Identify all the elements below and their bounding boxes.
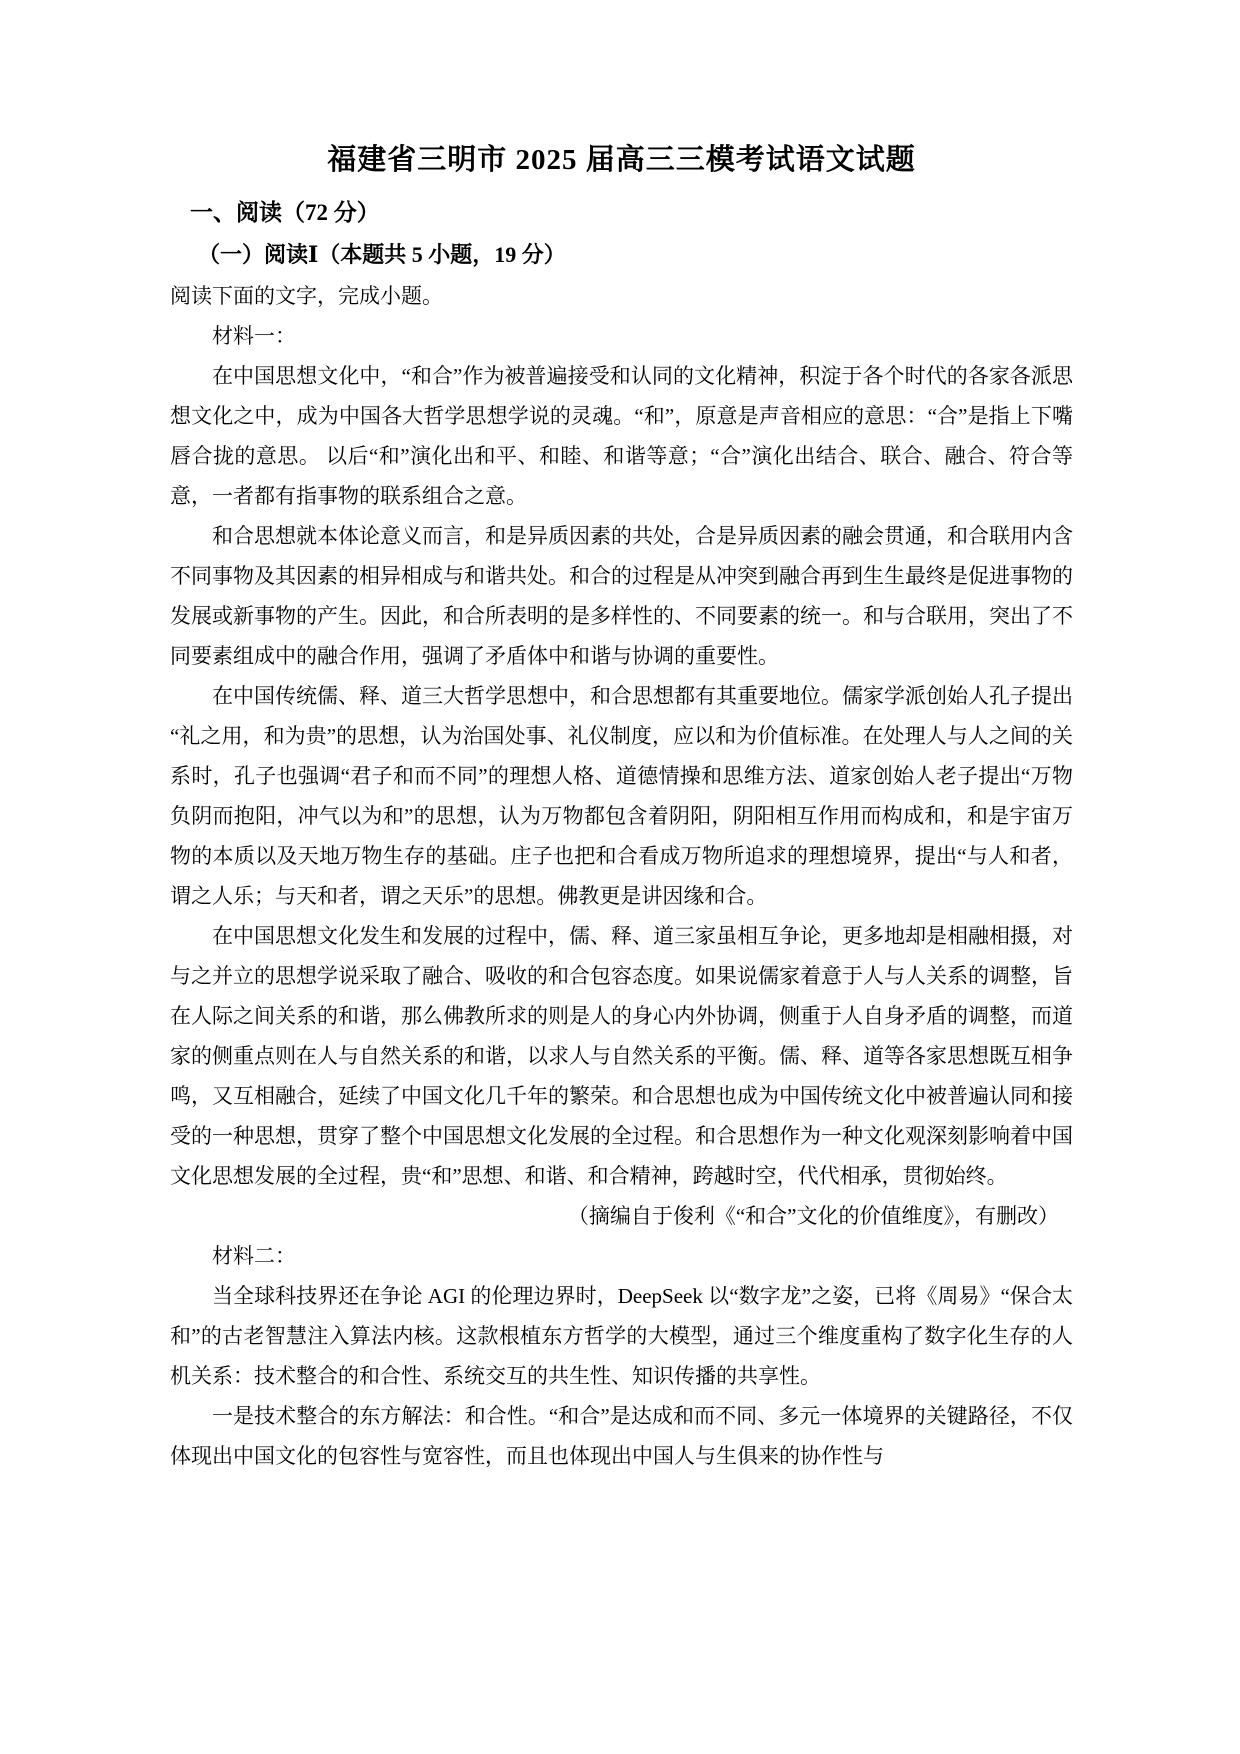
lead-in-instruction: 阅读下面的文字，完成小题。 <box>170 284 443 308</box>
section-heading-reading: 一、阅读（72 分） <box>190 200 380 225</box>
material-one-label: 材料一： <box>212 324 296 348</box>
material-two-label: 材料二： <box>212 1244 296 1268</box>
material-two-paragraph: 一是技术整合的东方解法：和合性。“和合”是达成和而不同、多元一体境界的关键路径，不仅体现出中国文化的包容性与宽容性，而且也体现出中国人与生俱来的协作性与 <box>170 1404 1073 1468</box>
material-one-paragraph: 在中国思想文化发生和发展的过程中，儒、释、道三家虽相互争论，更多地却是相融相摄，对与之并立的思想学说采取了融合、吸收的和合包容态度。如果说儒家着意于人与人关系的调整，旨在人际之间关系的和谐，那么佛教所求的则是人的身心内外协调，侧重于人自身矛盾的调整，而道家的侧重点则在人与自然关系的和谐，以求人与自然关系的平衡。儒、释、道等各家思想既互相争鸣，又互相融合，延续了中国文化几千年的繁荣。和合思想也成为中国传统文化中被普遍认同和接受的一种思想，贯穿了整个中国思想文化发展的全过程。和合思想作为一种文化观深刻影响着中国文化思想发展的全过程，贵“和”思想、和谐、和合精神，跨越时空，代代相承，贯彻始终。 <box>170 924 1073 1188</box>
document-body <box>170 276 1073 1476</box>
material-one-citation: （摘编自于俊利《“和合”文化的价值维度》，有删改） <box>567 1204 1059 1228</box>
subsection-heading-reading-1: （一）阅读Ⅰ（本题共 5 小题，19 分） <box>198 242 566 267</box>
material-one-paragraph: 和合思想就本体论意义而言，和是异质因素的共处，合是异质因素的融会贯通，和合联用内含不同事物及其因素的相异相成与和谐共处。和合的过程是从冲突到融合再到生生最终是促进事物的发展或新事物的产生。因此，和合所表明的是多样性的、不同要素的统一。和与合联用，突出了不同要素组成中的融合作用，强调了矛盾体中和谐与协调的重要性。 <box>170 524 1073 668</box>
material-one-paragraph: 在中国思想文化中，“和合”作为被普遍接受和认同的文化精神，积淀于各个时代的各家各派思想文化之中，成为中国各大哲学思想学说的灵魂。“和”，原意是声音相应的意思：“合”是指上下嘴唇合拢的意思。 以后“和”演化出和平、和睦、和谐等意；“合”演化出结合、联合、融合、符合等意，一者都有指事物的联系组合之意。 <box>170 364 1073 508</box>
material-two-paragraph: 当全球科技界还在争论 AGI 的伦理边界时，DeepSeek 以“数字龙”之姿，已将《周易》“保合太和”的古老智慧注入算法内核。这款根植东方哲学的大模型，通过三个维度重构了数字化生存的人机关系：技术整合的和合性、系统交互的共生性、知识传播的共享性。 <box>170 1284 1073 1388</box>
page-title: 福建省三明市 2025 届高三三模考试语文试题 <box>327 144 916 176</box>
material-one-paragraph: 在中国传统儒、释、道三大哲学思想中，和合思想都有其重要地位。儒家学派创始人孔子提出“礼之用，和为贵”的思想，认为治国处事、礼仪制度，应以和为价值标准。在处理人与人之间的关系时，孔子也强调“君子和而不同”的理想人格、道德情操和思维方法、道家创始人老子提出“万物负阴而抱阳，冲气以为和”的思想，认为万物都包含着阴阳，阴阳相互作用而构成和，和是宇宙万物的本质以及天地万物生存的基础。庄子也把和合看成万物所追求的理想境界，提出“与人和者，谓之人乐；与天和者，谓之天乐”的思想。佛教更是讲因缘和合。 <box>170 684 1073 908</box>
